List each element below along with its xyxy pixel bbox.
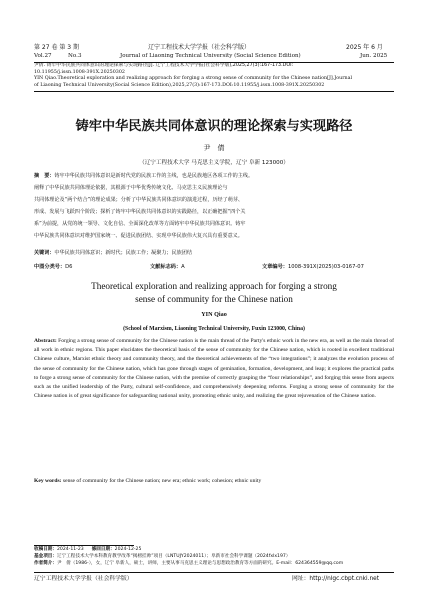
clc-value: D6 <box>65 264 73 270</box>
header-date-cn: 2025 年 6 月 <box>346 44 383 51</box>
footer-journal: 辽宁工程技术大学学报（社会科学版） <box>34 576 133 582</box>
affiliation-cn: （辽宁工程技术大学 马克思主义学院，辽宁 阜新 123000） <box>139 160 289 166</box>
abstract-cn-line: 阐释了中华民族共同体理论依据，其根源于中华优秀传统文化、马克思主义民族理论与 <box>34 185 228 191</box>
abstract-cn-label: 摘 要： <box>34 173 55 179</box>
abstract-en <box>34 337 394 477</box>
abstract-cn-line: 共同体理论及“两个结合”的理论成果；分析了中华民族共同体意识的演进过程，历经了萌芽、 <box>34 197 244 203</box>
keywords-en-text: sense of community for the Chinese nation; new era; ethnic work; cohesion; ethnic unity <box>62 478 262 484</box>
affiliation-en: (School of Marxism, Liaoning Technical University, Fuxin 123000, China) <box>123 326 305 332</box>
citation-en-line2: of Liaoning Technical University(Social Science Edition),2025,27(3):167-173.DOI:10.11955/j.issn.1008-391X.20250302 <box>34 82 325 88</box>
keywords-cn <box>34 250 394 257</box>
fund-label: 基金项目： <box>34 554 57 559</box>
citation-cn-line1: 尹倩. 铸牢中华民族共同体意识的理论探索与实现路径[J]. 辽宁工程技术大学学报(社会科学版),2025,27(3):167-173.DOI: <box>34 63 294 68</box>
abstract-en-label: Abstract: <box>34 338 57 344</box>
abstract-en-text: Forging a strong sense of community for the Chinese nation is the main thread of the Party's ethnic work in the new era, as well as the main thread of all work in ethnic regions. This paper elucidates the theoretical basis of the sense of community for the Chinese nation, which is rooted in excellent traditional Chinese culture, Marxist ethnic theory and community theory, and the theoretical achievements of the “two integrations”; it analyzes the evolution process of the sense of community for the Chinese nation, which has gone through stages of gemination, formation, development, and leap; it explores the practical paths to forge a strong sense of community for the Chinese nation, with the premise of correctly grasping the “four relationships”, and forging this sense from aspects such as the unified leadership of the Party, cultural self-confidence, and comprehensively deepening reforms. Forging a strong sense of community for the Chinese nation is of great significance for safeguarding national unity, promoting ethnic unity, and realizing the great rejuvenation of the Chinese nation. <box>34 338 394 400</box>
abstract-cn-line: 形成、发展与飞跃四个阶段；探析了铸牢中华民族共同体意识的实践路径，以正确把握“四个关 <box>34 209 246 215</box>
footnote-dates <box>34 547 141 553</box>
author-cn: 尹 倩 <box>203 144 225 152</box>
revised-date: 2024-12-25 <box>114 547 142 552</box>
article-number-label: 文章编号： <box>262 264 288 270</box>
abstract-cn-line <box>34 173 394 180</box>
header-number-en: No.3 <box>68 53 82 59</box>
footnote-fund <box>34 554 290 560</box>
article-title-en-line2: sense of community for the Chinese nation <box>135 294 293 304</box>
received-label: 收稿日期： <box>34 547 57 552</box>
header-volume-cn: 第 27 卷 第 3 期 <box>34 44 79 51</box>
bio-label: 作者简介： <box>34 561 57 566</box>
clc-label: 中图分类号： <box>34 264 66 270</box>
citation-cn-line2: 10.11955/j.issn.1008-391X.20250302 <box>34 69 125 75</box>
keywords-cn-text: 中华民族共同体意识；新时代；民族工作；凝聚力；民族团结 <box>54 250 192 256</box>
abstract-cn-line: 系”为前提，从党的统一领导、文化自信、全面深化改革等方面铸牢中华民族共同体意识。铸牢 <box>34 221 246 227</box>
citation-en-line1: YIN Qiao.Theoretical exploration and realizing approach for forging a strong sense of community for the Chinese nation[J].Journal <box>34 76 352 81</box>
article-title-en-line1: Theoretical exploration and realizing approach for forging a strong <box>91 281 337 291</box>
footnote-rule <box>34 545 134 546</box>
revised-label: 修回日期： <box>91 547 115 552</box>
fund-text: 辽宁工程技术大学本科教育教学改革“揭榜挂帅”项目（LNTUJY2024011）；阜新市社会科学课题（2024fxlx197） <box>56 554 291 559</box>
keywords-cn-label: 关键词： <box>34 250 55 256</box>
header-journal-en: Journal of Liaoning Technical University (Social Science Edition) <box>120 53 301 59</box>
document-code <box>150 264 185 271</box>
keywords-en-label: Key words: <box>34 478 62 484</box>
document-code-label: 文献标志码： <box>150 264 182 270</box>
article-number-value: 1008-391X(2025)03-0167-07 <box>287 264 364 270</box>
header-date-en: Jun. 2025 <box>360 53 388 59</box>
keywords-en <box>34 477 261 485</box>
header-journal-cn: 辽宁工程技术大学学报（社会科学版） <box>148 44 251 51</box>
abstract-cn-line: 中华民族共同体意识对维护国家统一、促进民族团结、实现中华民族伟大复兴具有重要意义。 <box>34 233 243 239</box>
footer-website: 网址：http://nlgc.cbpt.cnki.net <box>292 576 379 582</box>
author-en: YIN Qiao <box>201 311 227 318</box>
footnote-author-bio <box>34 561 343 567</box>
header-volume-en: Vol.27 <box>34 53 52 59</box>
citation-rule <box>34 91 394 92</box>
article-title-cn: 铸牢中华民族共同体意识的理论探索与实现路径 <box>75 119 353 134</box>
article-number <box>262 264 364 271</box>
footer-rule <box>34 572 394 573</box>
abstract-cn-text: 铸牢中华民族共同体意识是新时代党的民族工作的主线，也是民族地区各项工作的主线。 <box>54 173 254 179</box>
clc-number <box>34 264 72 271</box>
bio-text: 尹 倩（1986-），女，辽宁 阜新人，硕士，讲师，主要从事马克思主义理论与思想政治教育等方面的研究。E-mail：624364559@qq.com <box>56 561 344 566</box>
document-code-value: A <box>181 264 185 270</box>
received-date: 2024-11-23 <box>56 547 84 552</box>
